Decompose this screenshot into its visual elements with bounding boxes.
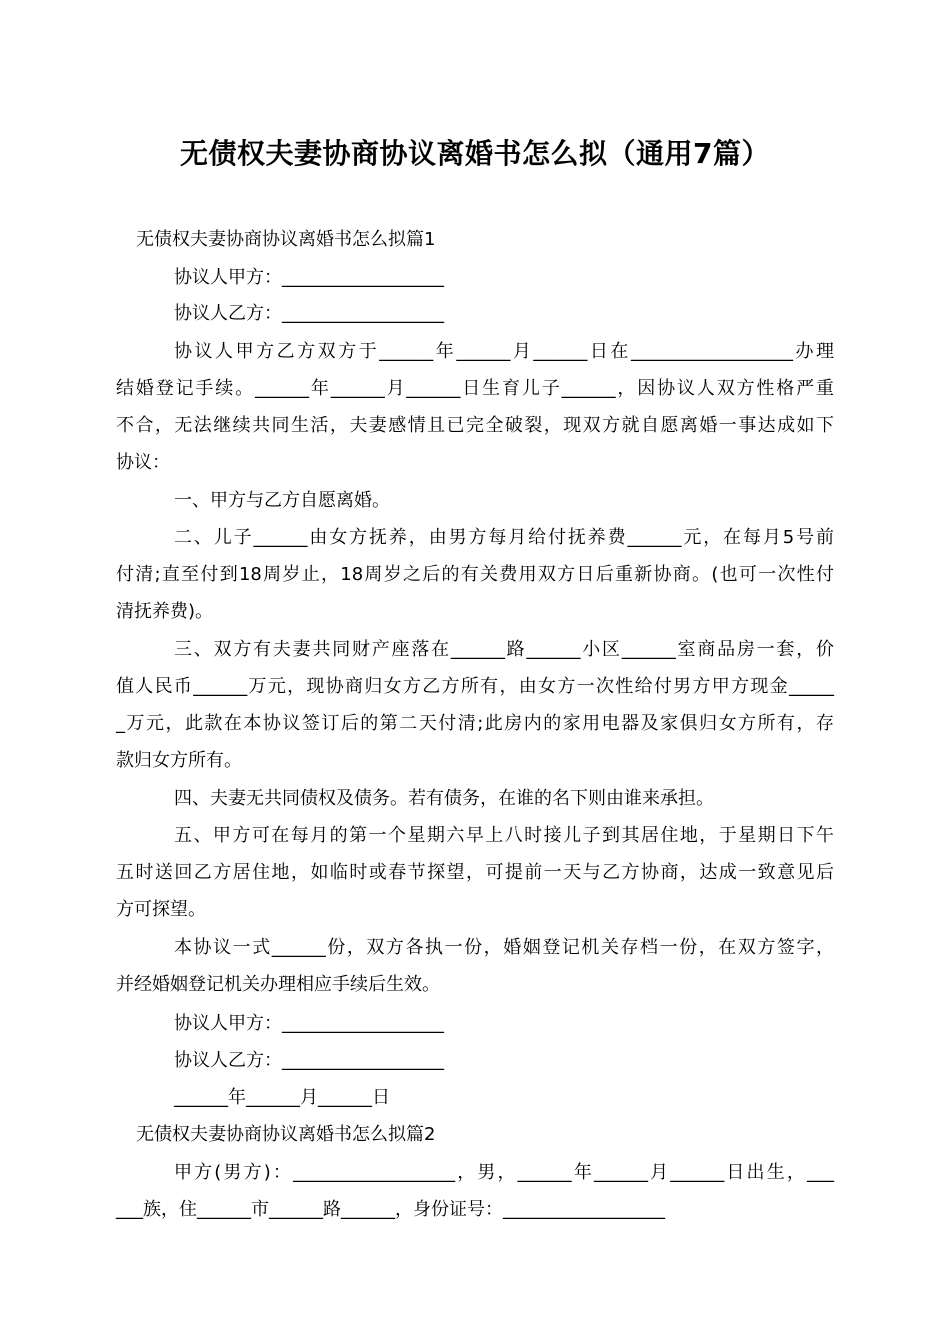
- clause-3-line: 三、双方有夫妻共同财产座落在______路______小区______室商品房一套，价: [174, 639, 834, 660]
- section-heading-1: 无债权夫妻协商协议离婚书怎么拟篇1: [136, 229, 436, 250]
- party-a-info-line: ___族，住______市______路______，身份证号：__________________: [116, 1199, 665, 1220]
- signature-date: ______年______月______日: [174, 1087, 390, 1108]
- party-a-info-line: 甲方(男方)：__________________，男，______年______月______日出生，___: [174, 1162, 834, 1183]
- closing-line: 并经婚姻登记机关办理相应手续后生效。: [116, 974, 440, 995]
- clause-5-line: 五时送回乙方居住地，如临时或春节探望，可提前一天与乙方协商，达成一致意见后: [116, 862, 834, 883]
- clause-5-line: 方可探望。: [116, 899, 206, 920]
- party-b-line: 协议人乙方：__________________: [174, 303, 444, 324]
- clause-5-line: 五、甲方可在每月的第一个星期六早上八时接儿子到其居住地，于星期日下午: [174, 825, 834, 846]
- paragraph-line: 不合，无法继续共同生活，夫妻感情且已完全破裂，现双方就自愿离婚一事达成如下: [116, 415, 834, 436]
- signature-party-a: 协议人甲方：__________________: [174, 1013, 444, 1034]
- clause-2-line: 付清;直至付到18周岁止，18周岁之后的有关费用双方日后重新协商。(也可一次性付: [116, 564, 834, 585]
- clause-3-line: 款归女方所有。: [116, 750, 242, 771]
- section-heading-2: 无债权夫妻协商协议离婚书怎么拟篇2: [136, 1124, 436, 1145]
- party-a-line: 协议人甲方：__________________: [174, 267, 444, 288]
- document-title: 无债权夫妻协商协议离婚书怎么拟（通用7篇）: [180, 137, 770, 170]
- clause-1: 一、甲方与乙方自愿离婚。: [174, 490, 390, 511]
- clause-2-line: 清抚养费)。: [116, 601, 214, 622]
- clause-3-line: 值人民币______万元，现协商归女方乙方所有，由女方一次性给付男方甲方现金_____: [116, 676, 834, 697]
- closing-line: 本协议一式______份，双方各执一份，婚姻登记机关存档一份，在双方签字，: [174, 937, 834, 958]
- clause-4: 四、夫妻无共同债权及债务。若有债务，在谁的名下则由谁来承担。: [174, 788, 714, 809]
- paragraph-line: 结婚登记手续。______年______月______日生育儿子______，因协议人双方性格严重: [116, 378, 834, 399]
- signature-party-b: 协议人乙方：__________________: [174, 1050, 444, 1071]
- paragraph-line: 协议人甲方乙方双方于______年______月______日在__________________办理: [174, 341, 834, 362]
- clause-3-line: _万元，此款在本协议签订后的第二天付清;此房内的家用电器及家俱归女方所有，存: [116, 713, 834, 734]
- paragraph-line: 协议：: [116, 452, 170, 473]
- clause-2-line: 二、儿子______由女方抚养，由男方每月给付抚养费______元，在每月5号前: [174, 527, 834, 548]
